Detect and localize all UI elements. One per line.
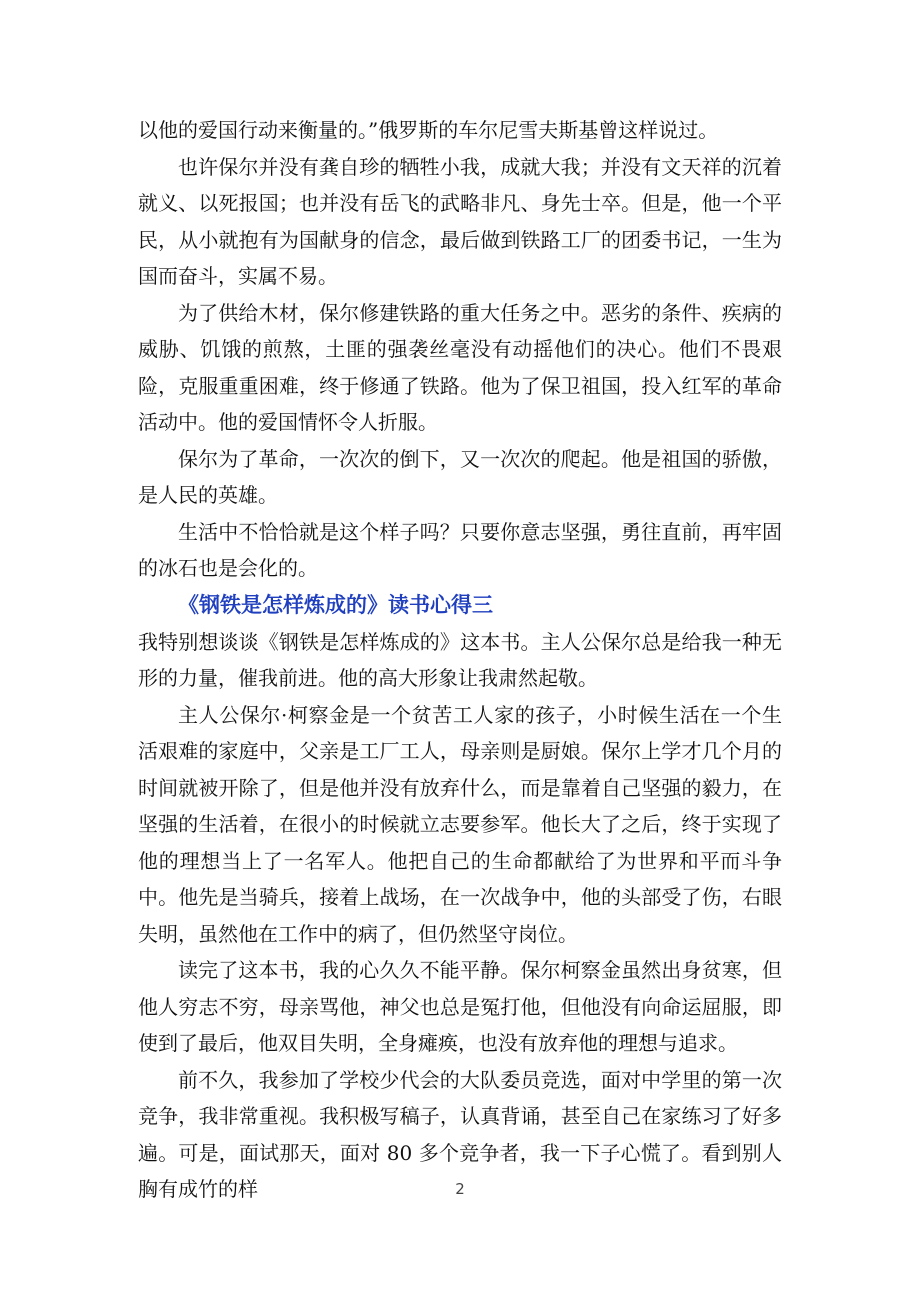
paragraph: 也许保尔并没有龚自珍的牺牲小我，成就大我；并没有文天祥的沉着就义、以死报国；也并没有岳飞的武略非凡、身先士卒。但是，他一个平民，从小就抱有为国献身的信念，最后做到铁路工厂的团委书记，一生为国而奋斗，实属不易。 xyxy=(138,154,782,288)
document-body xyxy=(138,112,782,1208)
paragraph: 主人公保尔·柯察金是一个贫苦工人家的孩子，小时候生活在一个生活艰难的家庭中，父亲是工厂工人，母亲则是厨娘。保尔上学才几个月的时间就被开除了，但是他并没有放弃什么，而是靠着自己坚强的毅力，在坚强的生活着，在很小的时候就立志要参军。他长大了之后，终于实现了他的理想当上了一名军人。他把自己的生命都献给了为世界和平而斗争中。他先是当骑兵，接着上战场，在一次战争中，他的头部受了伤，右眼失明，虽然他在工作中的病了，但仍然坚守岗位。 xyxy=(138,702,782,946)
paragraph: 以他的爱国行动来衡量的。”俄罗斯的车尔尼雪夫斯基曾这样说过。 xyxy=(138,118,719,142)
paragraph: 为了供给木材，保尔修建铁路的重大任务之中。恶劣的条件、疾病的威胁、饥饿的煎熬，土匪的强袭丝毫没有动摇他们的决心。他们不畏艰险，克服重重困难，终于修通了铁路。他为了保卫祖国，投入红军的革命活动中。他的爱国情怀令人折服。 xyxy=(138,300,782,434)
page-number: 2 xyxy=(455,1180,465,1198)
paragraph: 生活中不恰恰就是这个样子吗？只要你意志坚强，勇往直前，再牢固的冰石也是会化的。 xyxy=(138,519,782,580)
paragraph: 读完了这本书，我的心久久不能平静。保尔柯察金虽然出身贫寒，但他人穷志不穷，母亲骂他，神父也总是冤打他，但他没有向命运屈服，即使到了最后，他双目失明，全身瘫痪，也没有放弃他的理想与追求。 xyxy=(138,958,782,1055)
section-heading: 《钢铁是怎样炼成的》读书心得三 xyxy=(178,592,493,617)
paragraph: 保尔为了革命，一次次的倒下，又一次次的爬起。他是祖国的骄傲，是人民的英雄。 xyxy=(138,446,782,507)
paragraph: 前不久，我参加了学校少代会的大队委员竞选，面对中学里的第一次竞争，我非常重视。我积极写稿子，认真背诵，甚至自己在家练习了好多遍。可是，面试那天，面对 80 多个竞争者，我一下子心慌了。看到别人胸有成竹的样 xyxy=(138,1067,782,1201)
paragraph: 我特别想谈谈《钢铁是怎样炼成的》这本书。主人公保尔总是给我一种无形的力量，催我前进。他的高大形象让我肃然起敬。 xyxy=(138,629,782,690)
